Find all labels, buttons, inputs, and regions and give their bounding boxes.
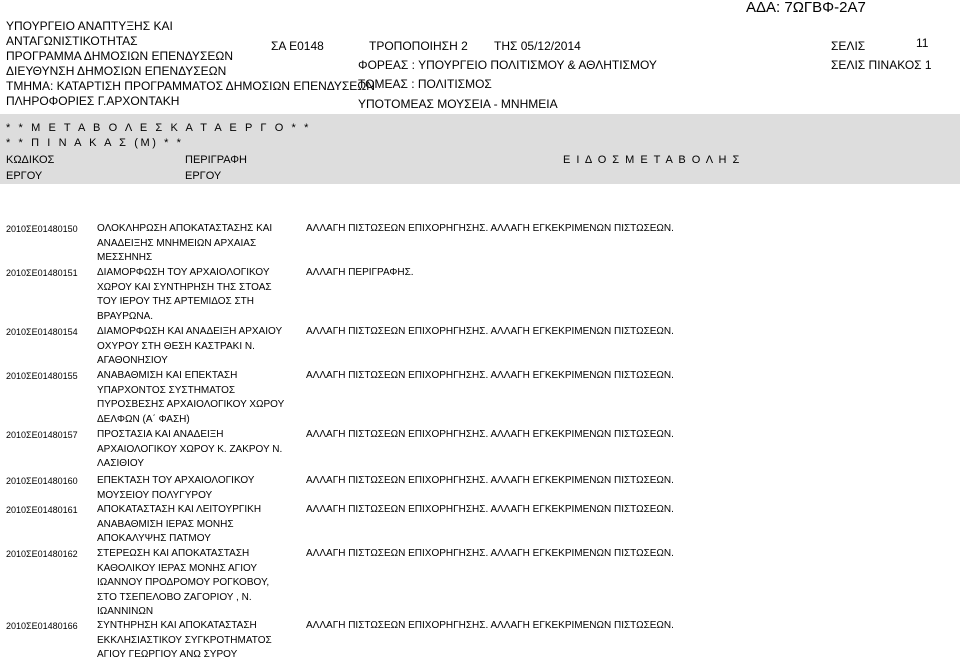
header-left (6, 19, 375, 109)
project-description (97, 266, 312, 324)
table-title: * * Π Ι Ν Α Κ Α Σ (Μ) * * (6, 137, 184, 149)
column-header-code (6, 152, 54, 184)
project-code: 2010ΣΕ01480166 (6, 621, 78, 631)
description-line: ΙΩΑΝΝΙΝΩΝ (97, 606, 154, 617)
description-line: ΕΠΕΚΤΑΣΗ ΤΟΥ ΑΡΧΑΙΟΛΟΓΙΚΟΥ (97, 475, 255, 486)
description-line: ΟΧΥΡΟΥ ΣΤΗ ΘΕΣΗ ΚΑΣΤΡΑΚΙ Ν. (97, 340, 255, 352)
project-code: 2010ΣΕ01480154 (6, 327, 78, 337)
change-type: ΑΛΛΑΓΗ ΠΙΣΤΩΣΕΩΝ ΕΠΙΧΟΡΗΓΗΣΗΣ. ΑΛΛΑΓΗ ΕΓΚΕΚΡΙΜΕΝΩΝ ΠΙΣΤΩΣΕΩΝ. (306, 370, 674, 381)
column-header-description (185, 152, 247, 184)
description-line: ΑΠΟΚΑΛΥΨΗΣ ΠΑΤΜΟΥ (97, 533, 211, 544)
project-description (97, 474, 312, 503)
description-line: ΣΤΟ ΤΣΕΠΕΛΟΒΟ ΖΑΓΟΡΙΟΥ , Ν. (97, 591, 252, 603)
change-type: ΑΛΛΑΓΗ ΠΙΣΤΩΣΕΩΝ ΕΠΙΧΟΡΗΓΗΣΗΣ. ΑΛΛΑΓΗ ΕΓΚΕΚΡΙΜΕΝΩΝ ΠΙΣΤΩΣΕΩΝ. (306, 223, 674, 234)
project-code: 2010ΣΕ01480160 (6, 476, 78, 486)
description-line: ΚΑΘΟΛΙΚΟΥ ΙΕΡΑΣ ΜΟΝΗΣ ΑΓΙΟΥ (97, 562, 258, 574)
project-code: 2010ΣΕ01480161 (6, 505, 78, 515)
description-line: ΔΙΑΜΟΡΦΩΣΗ ΚΑΙ ΑΝΑΔΕΙΞΗ ΑΡΧΑΙΟΥ (97, 326, 283, 337)
change-type: ΑΛΛΑΓΗ ΠΙΣΤΩΣΕΩΝ ΕΠΙΧΟΡΗΓΗΣΗΣ. ΑΛΛΑΓΗ ΕΓΚΕΚΡΙΜΕΝΩΝ ΠΙΣΤΩΣΕΩΝ. (306, 620, 674, 631)
description-line: ΔΙΑΜΟΡΦΩΣΗ ΤΟΥ ΑΡΧΑΙΟΛΟΓΙΚΟΥ (97, 267, 270, 278)
project-description (97, 619, 312, 663)
column-header-desc-line2: ΕΡΓΟΥ (185, 170, 222, 182)
tomeas: ΤΟΜΕΑΣ : ΠΟΛΙΤΙΣΜΟΣ (358, 77, 492, 91)
description-line: ΥΠΑΡΧΟΝΤΟΣ ΣΥΣΤΗΜΑΤΟΣ (97, 384, 236, 396)
description-line: ΜΕΣΣΗΝΗΣ (97, 252, 153, 263)
description-line: ΑΡΧΑΙΟΛΟΓΙΚΟΥ ΧΩΡΟΥ Κ. ΖΑΚΡΟΥ Ν. (97, 443, 283, 455)
column-header-desc-line1: ΠΕΡΙΓΡΑΦΗ (185, 154, 247, 166)
description-line: ΑΝΑΒΑΘΜΙΣΗ ΚΑΙ ΕΠΕΚΤΑΣΗ (97, 370, 238, 381)
foreas: ΦΟΡΕΑΣ : ΥΠΟΥΡΓΕΙΟ ΠΟΛΙΤΙΣΜΟΥ & ΑΘΛΗΤΙΣΜΟΥ (358, 58, 657, 72)
description-line: ΣΤΕΡΕΩΣΗ ΚΑΙ ΑΠΟΚΑΤΑΣΤΑΣΗ (97, 548, 250, 559)
description-line: ΑΓΑΘΟΝΗΣΙΟΥ (97, 355, 168, 366)
description-line: ΧΩΡΟΥ ΚΑΙ ΣΥΝΤΗΡΗΣΗ ΤΗΣ ΣΤΟΑΣ (97, 281, 272, 293)
description-line: ΣΥΝΤΗΡΗΣΗ ΚΑΙ ΑΠΟΚΑΤΑΣΤΑΣΗ (97, 620, 257, 631)
project-description (97, 547, 312, 620)
project-code: 2010ΣΕ01480155 (6, 371, 78, 381)
column-header-change-type: Ε Ι Δ Ο Σ Μ Ε Τ Α Β Ο Λ Η Σ (563, 154, 741, 166)
change-type: ΑΛΛΑΓΗ ΠΕΡΙΓΡΑΦΗΣ. (306, 267, 414, 278)
description-line: ΤΟΥ ΙΕΡΟΥ ΤΗΣ ΑΡΤΕΜΙΔΟΣ ΣΤΗ (97, 296, 254, 307)
report-title: * * Μ Ε Τ Α Β Ο Λ Ε Σ Κ Α Τ Α Ε Ρ Γ Ο * * (6, 122, 311, 134)
description-line: ΑΠΟΚΑΤΑΣΤΑΣΗ ΚΑΙ ΛΕΙΤΟΥΡΓΙΚΗ (97, 504, 262, 515)
description-line: ΑΝΑΔΕΙΞΗΣ ΜΝΗΜΕΙΩΝ ΑΡΧΑΙΑΣ (97, 237, 257, 249)
description-line: ΕΚΚΛΗΣΙΑΣΤΙΚΟΥ ΣΥΓΚΡΟΤΗΜΑΤΟΣ (97, 634, 272, 646)
column-header-code-line2: ΕΡΓΟΥ (6, 170, 43, 182)
change-type: ΑΛΛΑΓΗ ΠΙΣΤΩΣΕΩΝ ΕΠΙΧΟΡΗΓΗΣΗΣ. ΑΛΛΑΓΗ ΕΓΚΕΚΡΙΜΕΝΩΝ ΠΙΣΤΩΣΕΩΝ. (306, 548, 674, 559)
change-type: ΑΛΛΑΓΗ ΠΙΣΤΩΣΕΩΝ ΕΠΙΧΟΡΗΓΗΣΗΣ. ΑΛΛΑΓΗ ΕΓΚΕΚΡΙΜΕΝΩΝ ΠΙΣΤΩΣΕΩΝ. (306, 326, 674, 337)
page-number: 11 (916, 36, 929, 50)
project-description (97, 325, 312, 369)
header-line: ΑΝΤΑΓΩΝΙΣΤΙΚΟΤΗΤΑΣ (6, 34, 138, 48)
description-line: ΑΝΑΒΑΘΜΙΣΗ ΙΕΡΑΣ ΜΟΝΗΣ (97, 518, 234, 530)
ypotomeas: ΥΠΟΤΟΜΕΑΣ ΜΟΥΣΕΙΑ - ΜΝΗΜΕΙΑ (358, 97, 558, 111)
project-description (97, 369, 312, 427)
project-description (97, 222, 312, 266)
change-type: ΑΛΛΑΓΗ ΠΙΣΤΩΣΕΩΝ ΕΠΙΧΟΡΗΓΗΣΗΣ. ΑΛΛΑΓΗ ΕΓΚΕΚΡΙΜΕΝΩΝ ΠΙΣΤΩΣΕΩΝ. (306, 475, 674, 486)
project-description (97, 428, 312, 472)
description-line: ΠΡΟΣΤΑΣΙΑ ΚΑΙ ΑΝΑΔΕΙΞΗ (97, 429, 224, 440)
change-type: ΑΛΛΑΓΗ ΠΙΣΤΩΣΕΩΝ ΕΠΙΧΟΡΗΓΗΣΗΣ. ΑΛΛΑΓΗ ΕΓΚΕΚΡΙΜΕΝΩΝ ΠΙΣΤΩΣΕΩΝ. (306, 429, 674, 440)
project-code: 2010ΣΕ01480162 (6, 549, 78, 559)
header-line: ΥΠΟΥΡΓΕΙΟ ΑΝΑΠΤΥΞΗΣ ΚΑΙ (6, 19, 173, 33)
ada-code: ΑΔΑ: 7ΩΓΒΦ-2Α7 (746, 0, 866, 16)
modification-number: ΤΡΟΠΟΠΟΙΗΣΗ 2 (369, 39, 468, 53)
header-line: ΠΛΗΡΟΦΟΡΙΕΣ Γ.ΑΡΧΟΝΤΑΚΗ (6, 94, 180, 108)
change-type: ΑΛΛΑΓΗ ΠΙΣΤΩΣΕΩΝ ΕΠΙΧΟΡΗΓΗΣΗΣ. ΑΛΛΑΓΗ ΕΓΚΕΚΡΙΜΕΝΩΝ ΠΙΣΤΩΣΕΩΝ. (306, 504, 674, 515)
project-code: 2010ΣΕ01480150 (6, 224, 78, 234)
header-line: ΔΙΕΥΘΥΝΣΗ ΔΗΜΟΣΙΩΝ ΕΠΕΝΔΥΣΕΩΝ (6, 64, 227, 78)
project-description (97, 503, 312, 547)
description-line: ΔΕΛΦΩΝ (Α΄ ΦΑΣΗ) (97, 413, 190, 425)
description-line: ΛΑΣΙΘΙΟΥ (97, 458, 144, 469)
description-line: ΒΡΑΥΡΩΝΑ. (97, 310, 154, 322)
description-line: ΜΟΥΣΕΙΟΥ ΠΟΛΥΓΥΡΟΥ (97, 489, 213, 501)
project-code: 2010ΣΕ01480157 (6, 430, 78, 440)
project-code: 2010ΣΕ01480151 (6, 268, 78, 278)
modification-date: ΤΗΣ 05/12/2014 (494, 39, 581, 53)
page-label: ΣΕΛΙΣ (831, 39, 866, 53)
description-line: ΙΩΑΝΝΟΥ ΠΡΟΔΡΟΜΟΥ ΡΟΓΚΟΒΟΥ, (97, 577, 270, 588)
header-line: ΤΜΗΜΑ: ΚΑΤΑΡΤΙΣΗ ΠΡΟΓΡΑΜΜΑΤΟΣ ΔΗΜΟΣΙΩΝ ΕΠΕΝΔΥΣΕΩΝ (6, 79, 375, 93)
sa-code: ΣΑ Ε0148 (271, 39, 324, 53)
header-line: ΠΡΟΓΡΑΜΜΑ ΔΗΜΟΣΙΩΝ ΕΠΕΝΔΥΣΕΩΝ (6, 49, 233, 63)
column-header-code-line1: ΚΩΔΙΚΟΣ (6, 154, 55, 166)
table-page: ΣΕΛΙΣ ΠΙΝΑΚΟΣ 1 (831, 58, 932, 72)
description-line: ΠΥΡΟΣΒΕΣΗΣ ΑΡΧΑΙΟΛΟΓΙΚΟΥ ΧΩΡΟΥ (97, 399, 285, 410)
description-line: ΟΛΟΚΛΗΡΩΣΗ ΑΠΟΚΑΤΑΣΤΑΣΗΣ ΚΑΙ (97, 223, 273, 234)
description-line: ΑΓΙΟΥ ΓΕΩΡΓΙΟΥ ΑΝΩ ΣΥΡΟΥ (97, 649, 238, 660)
